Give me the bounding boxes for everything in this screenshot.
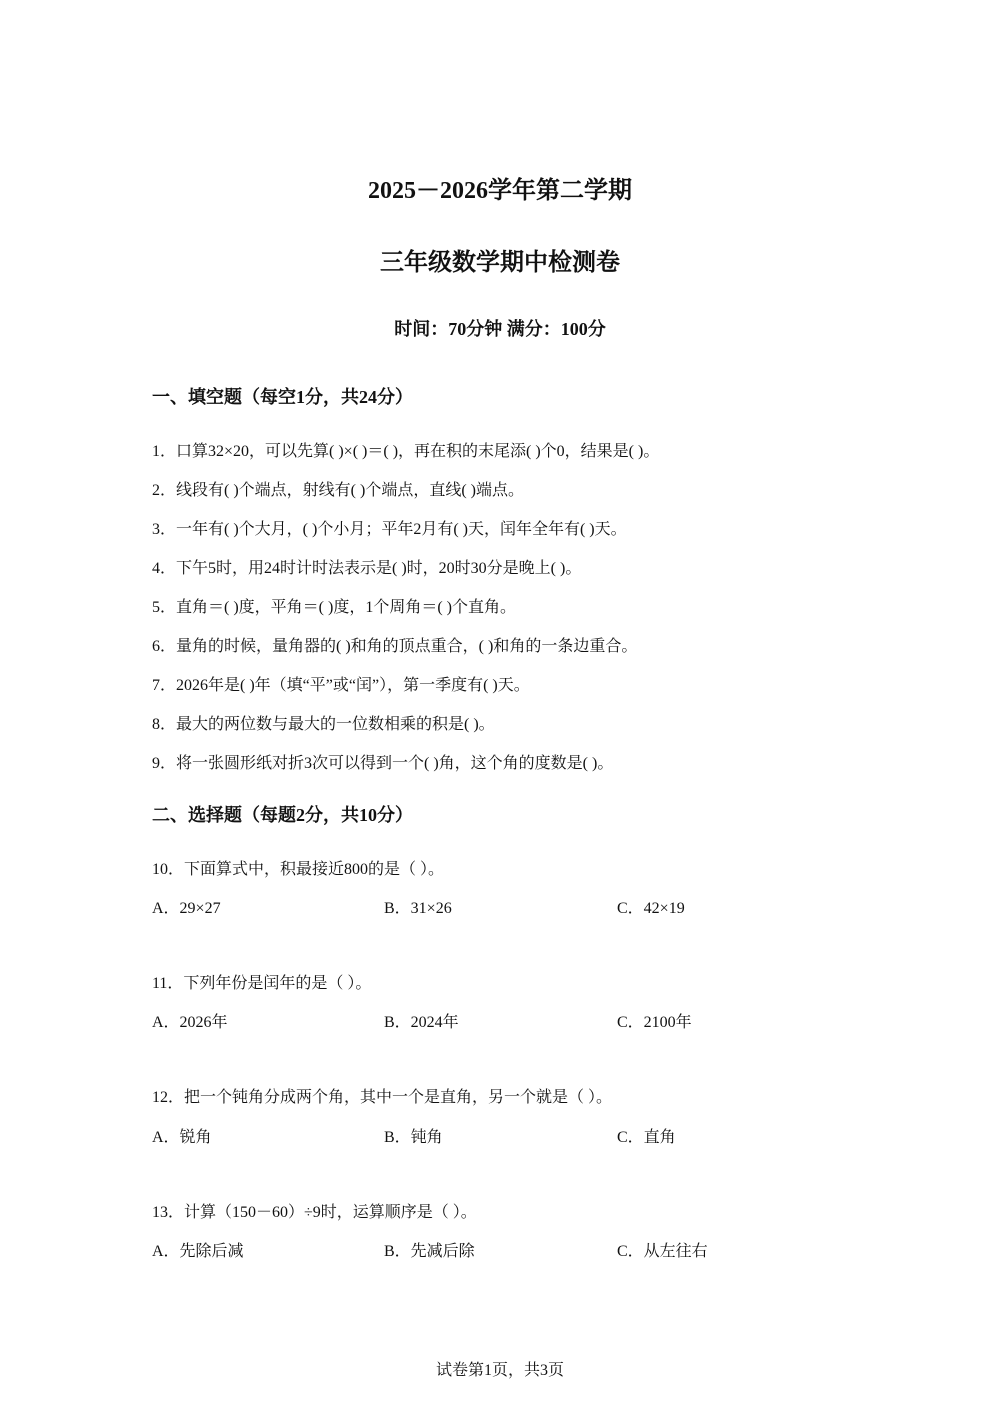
question-11-option-b: B．2024年 bbox=[384, 1014, 459, 1031]
question-7: 7．2026年是( )年（填“平”或“闰”），第一季度有( )天。 bbox=[152, 677, 530, 694]
question-5: 5．直角＝( )度，平角＝( )度，1个周角＝( )个直角。 bbox=[152, 599, 516, 616]
exam-time-score: 时间：70分钟 满分：100分 bbox=[394, 319, 606, 339]
question-12-option-c: C．直角 bbox=[617, 1129, 676, 1146]
question-12-option-b: B．钝角 bbox=[384, 1129, 443, 1146]
question-2: 2．线段有( )个端点，射线有( )个端点，直线( )端点。 bbox=[152, 482, 524, 499]
question-13-option-c: C．从左往右 bbox=[617, 1243, 708, 1260]
question-1: 1．口算32×20，可以先算( )×( )＝( )，再在积的末尾添( )个0，结果是( )。 bbox=[152, 443, 660, 460]
question-10-option-a: A．29×27 bbox=[152, 900, 221, 917]
question-11-option-c: C．2100年 bbox=[617, 1014, 692, 1031]
question-9: 9．将一张圆形纸对折3次可以得到一个( )角，这个角的度数是( )。 bbox=[152, 755, 614, 772]
question-13: 13．计算（150－60）÷9时，运算顺序是（ ）。 bbox=[152, 1204, 477, 1221]
question-13-option-b: B．先减后除 bbox=[384, 1243, 475, 1260]
question-12-option-a: A．锐角 bbox=[152, 1129, 212, 1146]
question-11-option-a: A．2026年 bbox=[152, 1014, 228, 1031]
exam-title-subject: 三年级数学期中检测卷 bbox=[380, 250, 620, 276]
question-12: 12．把一个钝角分成两个角，其中一个是直角，另一个就是（ ）。 bbox=[152, 1089, 613, 1106]
question-3: 3．一年有( )个大月，( )个小月；平年2月有( )天，闰年全年有( )天。 bbox=[152, 521, 627, 538]
question-10-option-b: B．31×26 bbox=[384, 900, 452, 917]
exam-title-term: 2025－2026学年第二学期 bbox=[368, 178, 632, 204]
question-10-option-c: C．42×19 bbox=[617, 900, 685, 917]
question-8: 8．最大的两位数与最大的一位数相乘的积是( )。 bbox=[152, 716, 495, 733]
question-6: 6．量角的时候，量角器的( )和角的顶点重合，( )和角的一条边重合。 bbox=[152, 638, 638, 655]
section-choice-heading: 二、选择题（每题2分，共10分） bbox=[152, 805, 413, 825]
page-footer: 试卷第1页，共3页 bbox=[435, 1362, 564, 1379]
question-11: 11．下列年份是闰年的是（ ）。 bbox=[152, 975, 372, 992]
question-4: 4．下午5时，用24时计时法表示是( )时，20时30分是晚上( )。 bbox=[152, 560, 582, 577]
section-fill-blank-heading: 一、填空题（每空1分，共24分） bbox=[152, 387, 413, 407]
question-13-option-a: A．先除后减 bbox=[152, 1243, 244, 1260]
question-10: 10．下面算式中，积最接近800的是（ ）。 bbox=[152, 861, 445, 878]
